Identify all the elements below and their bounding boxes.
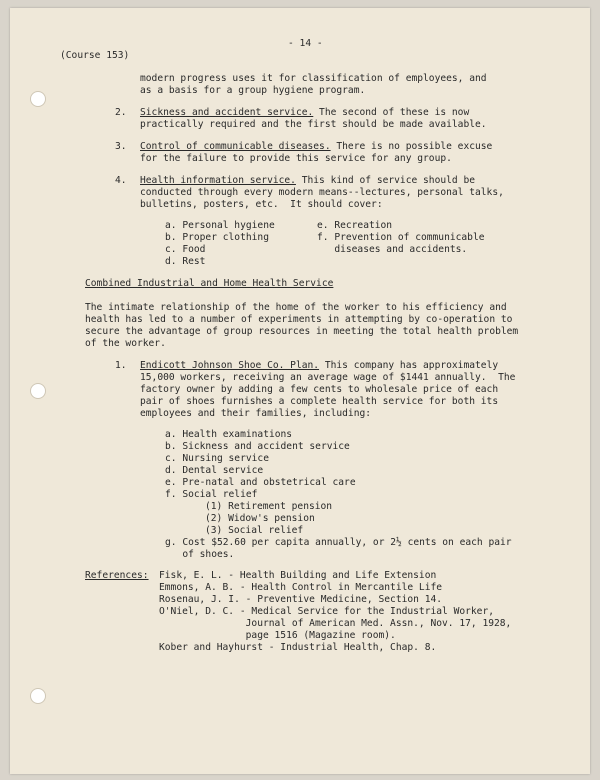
course-label: (Course 153)	[60, 50, 130, 61]
list-item: e. Recreation	[317, 220, 393, 231]
plan-text: This company has approximately	[319, 360, 499, 371]
paragraph-line: The intimate relationship of the home of the worker to his efficiency and	[85, 302, 507, 313]
item-text: There is no possible excuse	[330, 141, 493, 152]
page-number: - 14 -	[288, 38, 323, 49]
sub-list-item: (1) Retirement pension	[205, 501, 333, 512]
list-item: of shoes.	[165, 549, 235, 560]
item-number: 3.	[115, 141, 127, 152]
binder-hole	[30, 688, 46, 704]
list-item: d. Dental service	[165, 465, 264, 476]
list-item: f. Social relief	[165, 489, 258, 500]
sub-list-item: (3) Social relief	[205, 525, 304, 536]
reference-line: Rosenau, J. I. - Preventive Medicine, Section 14.	[159, 594, 443, 605]
plan-title: Endicott Johnson Shoe Co. Plan.	[140, 360, 320, 371]
plan-line: 15,000 workers, receiving an average wage of $1441 annually. The	[140, 372, 516, 383]
reference-line: Fisk, E. L. - Health Building and Life Extension	[159, 570, 437, 581]
plan-heading	[140, 360, 498, 372]
intro-line: as a basis for a group hygiene program.	[140, 85, 366, 96]
item-title: Control of communicable diseases.	[140, 141, 331, 152]
plan-number: 1.	[115, 360, 127, 371]
item-line: bulletins, posters, etc. It should cover:	[140, 199, 383, 210]
plan-line: employees and their families, including:	[140, 408, 372, 419]
item-line: conducted through every modern means--lectures, personal talks,	[140, 187, 504, 198]
item-line: practically required and the first should be made available.	[140, 119, 487, 130]
sub-list-item: (2) Widow's pension	[205, 513, 315, 524]
binder-hole	[30, 383, 46, 399]
item-line: for the failure to provide this service for any group.	[140, 153, 452, 164]
plan-line: factory owner by adding a few cents to wholesale price of each	[140, 384, 499, 395]
list-item: b. Proper clothing	[165, 232, 269, 243]
item-heading	[140, 175, 475, 187]
list-item: a. Personal hygiene	[165, 220, 275, 231]
paragraph-line: secure the advantage of group resources in meeting the total health problem	[85, 326, 519, 337]
list-item: f. Prevention of communicable	[317, 232, 485, 243]
item-number: 2.	[115, 107, 127, 118]
item-text: This kind of service should be	[295, 175, 476, 186]
item-title: Health information service.	[140, 175, 296, 186]
reference-line: Journal of American Med. Assn., Nov. 17, 1928,	[159, 618, 512, 629]
item-heading	[140, 107, 469, 119]
references-label: References:	[85, 570, 149, 581]
reference-line: O'Niel, D. C. - Medical Service for the Industrial Worker,	[159, 606, 495, 617]
reference-line: Kober and Hayhurst - Industrial Health, Chap. 8.	[159, 642, 437, 653]
list-item: e. Pre-natal and obstetrical care	[165, 477, 356, 488]
list-item: d. Rest	[165, 256, 206, 267]
paragraph-line: of the worker.	[85, 338, 166, 349]
paragraph-line: health has led to a number of experiments in attempting by co-operation to	[85, 314, 513, 325]
plan-line: pair of shoes furnishes a complete health service for both its	[140, 396, 499, 407]
reference-line: page 1516 (Magazine room).	[159, 630, 396, 641]
section-heading: Combined Industrial and Home Health Service	[85, 278, 334, 289]
item-number: 4.	[115, 175, 127, 186]
reference-line: Emmons, A. B. - Health Control in Mercantile Life	[159, 582, 443, 593]
list-item: a. Health examinations	[165, 429, 293, 440]
binder-hole	[30, 91, 46, 107]
list-item: diseases and accidents.	[317, 244, 468, 255]
item-title: Sickness and accident service.	[140, 107, 314, 118]
intro-line: modern progress uses it for classification of employees, and	[140, 73, 487, 84]
item-text: The second of these is now	[313, 107, 470, 118]
list-item: c. Food	[165, 244, 206, 255]
item-heading	[140, 141, 492, 153]
list-item: g. Cost $52.60 per capita annually, or 2½ cents on each pair	[165, 537, 512, 548]
list-item: b. Sickness and accident service	[165, 441, 350, 452]
document-page	[10, 8, 590, 774]
list-item: c. Nursing service	[165, 453, 269, 464]
